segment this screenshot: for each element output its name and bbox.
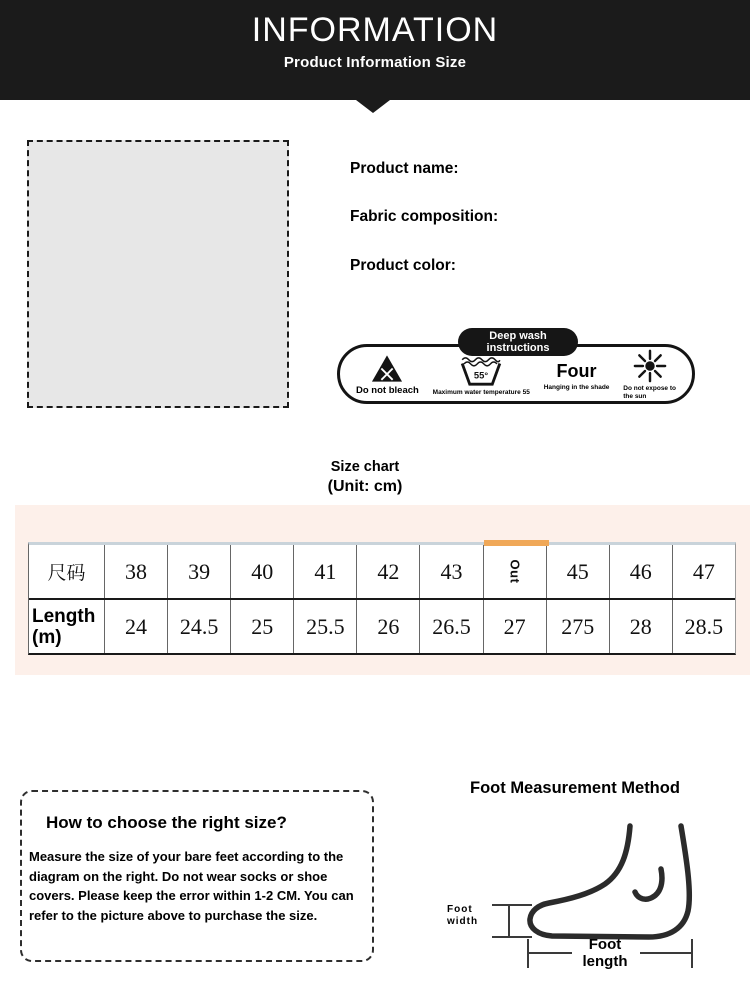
- wash-item-sun: [623, 349, 676, 401]
- wash-item-bleach: [356, 354, 419, 396]
- foot-length-label-line2: length: [582, 953, 628, 970]
- foot-measurement-title: Foot Measurement Method: [470, 779, 680, 797]
- how-to-choose-box: [20, 790, 374, 962]
- wash-item-sun-label: [623, 385, 676, 401]
- foot-length-label: [570, 936, 640, 970]
- triangle-shape: [372, 355, 402, 381]
- page-title: INFORMATION: [251, 11, 499, 49]
- product-image-placeholder: [27, 140, 289, 408]
- wash-item-temperature: [433, 355, 530, 396]
- header-banner: [0, 0, 750, 100]
- size-table-header-row: [29, 545, 735, 600]
- size-cell-41: 41: [294, 545, 357, 598]
- length-row-label-line1: Length: [32, 606, 96, 627]
- max-water-temp-icon: [459, 355, 503, 387]
- length-cell-26: 26: [357, 600, 420, 653]
- size-table-length-row: [29, 600, 735, 653]
- length-cell-28-5: 28.5: [684, 613, 724, 639]
- header-arrow-icon: [356, 100, 390, 113]
- size-chart-unit: (Unit: cm): [327, 478, 403, 495]
- size-highlight-bar: [484, 540, 549, 546]
- size-header-cell: 尺码: [29, 545, 105, 598]
- size-cell-40: 40: [231, 545, 294, 598]
- page-subtitle: Product Information Size: [283, 54, 467, 71]
- size-cell-43: 43: [420, 545, 483, 598]
- size-chart-title: Size chart: [330, 459, 400, 475]
- wash-item-four-text: Four: [556, 360, 597, 381]
- foot-width-label-line2: width: [447, 916, 479, 927]
- sun-icon: [633, 349, 667, 383]
- length-cell-27: 27: [484, 600, 547, 653]
- size-chart-heading: [275, 459, 455, 496]
- wash-item-sun-label-line1: Do not expose to: [623, 385, 676, 392]
- wash-badge-line1: Deep wash: [489, 330, 547, 342]
- length-cell-275: 275: [547, 600, 610, 653]
- size-cell-out: [484, 545, 547, 598]
- how-to-choose-body: Measure the size of your bare feet according to the diagram on the right. Do not wear socks or shoe covers. Please keep the error within 1-2 CM. You can refer to the picture above to purchase the size.: [29, 849, 354, 923]
- wash-instructions-badge: [458, 328, 578, 356]
- size-cell-39: 39: [168, 545, 231, 598]
- size-chart-band: [15, 505, 750, 675]
- product-color-label: Product color:: [350, 257, 456, 274]
- wash-item-temperature-label: Maximum water temperature 55: [432, 388, 530, 396]
- wash-item-sun-label-line2: the sun: [623, 393, 647, 400]
- length-row-label-line2: (m): [32, 627, 62, 648]
- length-cell-25: 25: [231, 600, 294, 653]
- how-to-choose-title: How to choose the right size?: [46, 813, 287, 832]
- product-name-label: Product name:: [350, 160, 459, 177]
- wash-item-shade: [544, 360, 610, 391]
- length-cell-24: 24: [105, 600, 168, 653]
- size-cell-46: 46: [610, 545, 673, 598]
- temp-value: 55°: [474, 369, 489, 381]
- size-cell-45: 45: [547, 545, 610, 598]
- length-row-label: [32, 606, 95, 648]
- size-cell-47: 47: [692, 558, 715, 584]
- water-wave-2: [464, 362, 497, 366]
- heel-curve: [635, 869, 662, 899]
- out-rotated-text: Out: [507, 559, 523, 584]
- foot-length-label-line1: Foot: [588, 936, 622, 953]
- foot-outline: [530, 826, 689, 937]
- do-not-bleach-icon: [371, 354, 403, 383]
- foot-width-label: [447, 904, 478, 928]
- size-cell-42: 42: [357, 545, 420, 598]
- wash-item-bleach-label: Do not bleach: [356, 385, 419, 396]
- water-wave-1: [462, 357, 500, 361]
- wash-badge-line2: instructions: [486, 342, 550, 354]
- size-table: [28, 542, 736, 655]
- size-cell-38: 38: [105, 545, 168, 598]
- fabric-composition-label: Fabric composition:: [350, 208, 499, 225]
- sun-core: [645, 361, 654, 370]
- foot-width-label-line1: Foot: [447, 904, 473, 915]
- length-cell-28: 28: [610, 600, 673, 653]
- wash-item-shade-label: Hanging in the shade: [543, 383, 610, 391]
- length-cell-26-5: 26.5: [420, 600, 483, 653]
- length-cell-24-5: 24.5: [168, 600, 231, 653]
- length-cell-25-5: 25.5: [294, 600, 357, 653]
